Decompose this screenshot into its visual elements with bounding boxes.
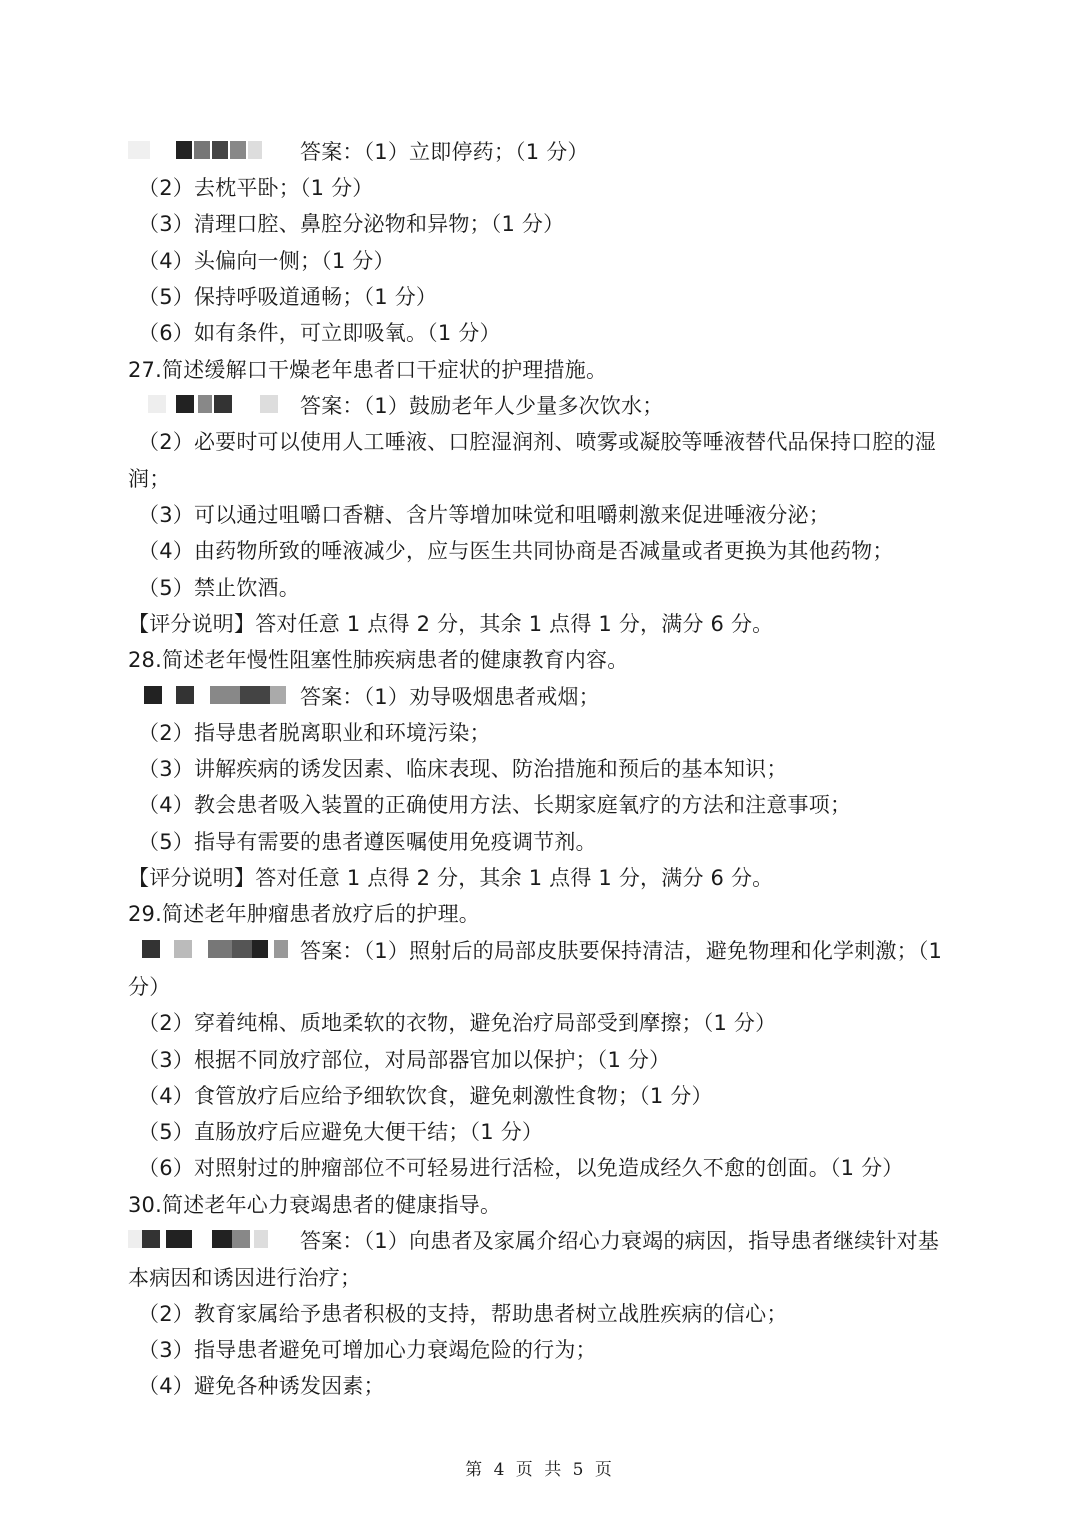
answer-line xyxy=(128,860,958,896)
answer-line-text: （3）指导患者避免可增加心力衰竭危险的行为； xyxy=(138,1338,597,1362)
answer-line xyxy=(138,1150,968,1186)
answer-line-text: 答案：（1）鼓励老年人少量多次饮水； xyxy=(300,394,664,418)
answer-line-text: 答案：（1）劝导吸烟患者戒烟； xyxy=(300,685,600,709)
answer-line xyxy=(138,1368,968,1404)
answer-line-text: （3）清理口腔、鼻腔分泌物和异物；（1 分） xyxy=(138,212,565,236)
answer-line-text: （2）穿着纯棉、质地柔软的衣物，避免治疗局部受到摩擦；（1 分） xyxy=(138,1011,777,1035)
answer-line-text: （2）指导患者脱离职业和环境污染； xyxy=(138,721,491,745)
redacted-mark xyxy=(128,391,300,417)
page-footer: 第 4 页 共 5 页 xyxy=(465,1460,615,1480)
answer-line xyxy=(128,388,958,424)
answer-line xyxy=(128,896,958,932)
answer-line xyxy=(128,1187,958,1223)
answer-line xyxy=(128,1260,958,1296)
answer-line xyxy=(138,715,968,751)
answer-line xyxy=(138,787,968,823)
answer-line-text: （4）教会患者吸入装置的正确使用方法、长期家庭氧疗的方法和注意事项； xyxy=(138,793,852,817)
answer-line-text: 30.简述老年心力衰竭患者的健康指导。 xyxy=(128,1193,502,1217)
redacted-mark xyxy=(128,137,300,163)
answer-line-text: 分） xyxy=(128,975,171,999)
answer-line xyxy=(138,1296,968,1332)
redacted-mark xyxy=(128,936,300,962)
answer-line xyxy=(138,1114,968,1150)
answer-line-text: 答案：（1）立即停药；（1 分） xyxy=(300,140,589,164)
answer-line xyxy=(128,933,958,969)
answer-line-text: （4）食管放疗后应给予细软饮食，避免刺激性食物；（1 分） xyxy=(138,1084,713,1108)
answer-line xyxy=(138,170,968,206)
answer-line-text: （3）可以通过咀嚼口香糖、含片等增加味觉和咀嚼刺激来促进唾液分泌； xyxy=(138,503,830,527)
answer-line-text: 【评分说明】答对任意 1 点得 2 分，其余 1 点得 1 分，满分 6 分。 xyxy=(128,866,774,890)
redacted-mark xyxy=(128,682,300,708)
answer-line xyxy=(138,1078,968,1114)
answer-line-text: 答案：（1）向患者及家属介绍心力衰竭的病因，指导患者继续针对基 xyxy=(300,1229,940,1253)
answer-line xyxy=(128,134,958,170)
answer-line-text: （2）必要时可以使用人工唾液、口腔湿润剂、喷雾或凝胶等唾液替代品保持口腔的湿 xyxy=(138,430,936,454)
answer-line xyxy=(128,1223,958,1259)
answer-line xyxy=(128,461,958,497)
answer-line xyxy=(138,497,968,533)
answer-line xyxy=(138,1005,968,1041)
answer-line xyxy=(128,352,958,388)
answer-line-text: （6）如有条件，可立即吸氧。（1 分） xyxy=(138,321,501,345)
answer-line-text: 【评分说明】答对任意 1 点得 2 分，其余 1 点得 1 分，满分 6 分。 xyxy=(128,612,774,636)
answer-line-text: （4）头偏向一侧；（1 分） xyxy=(138,249,395,273)
answer-line-text: 润； xyxy=(128,467,171,491)
answer-line xyxy=(138,570,968,606)
answer-line xyxy=(138,243,968,279)
answer-line-text: （4）避免各种诱发因素； xyxy=(138,1374,385,1398)
answer-line-text: （2）教育家属给予患者积极的支持，帮助患者树立战胜疾病的信心； xyxy=(138,1302,788,1326)
answer-line-text: 28.简述老年慢性阻塞性肺疾病患者的健康教育内容。 xyxy=(128,648,629,672)
answer-line-text: 27.简述缓解口干燥老年患者口干症状的护理措施。 xyxy=(128,358,608,382)
answer-line xyxy=(128,679,958,715)
answer-line xyxy=(138,824,968,860)
answer-line-text: 答案：（1）照射后的局部皮肤要保持清洁，避免物理和化学刺激；（1 xyxy=(300,939,943,963)
answer-line-text: （6）对照射过的肿瘤部位不可轻易进行活检，以免造成经久不愈的创面。（1 分） xyxy=(138,1156,904,1180)
answer-line xyxy=(138,424,968,460)
answer-line xyxy=(138,751,968,787)
answer-line xyxy=(138,1332,968,1368)
answer-line xyxy=(128,642,958,678)
answer-line xyxy=(138,279,968,315)
answer-line xyxy=(138,1042,968,1078)
answer-line-text: 本病因和诱因进行治疗； xyxy=(128,1266,362,1290)
answer-line xyxy=(128,606,958,642)
redacted-mark xyxy=(128,1226,300,1252)
answer-line-text: （3）根据不同放疗部位，对局部器官加以保护；（1 分） xyxy=(138,1048,671,1072)
answer-line xyxy=(138,206,968,242)
answer-line-text: （5）直肠放疗后应避免大便干结；（1 分） xyxy=(138,1120,544,1144)
answer-line-text: （5）保持呼吸道通畅；（1 分） xyxy=(138,285,438,309)
answer-line xyxy=(138,315,968,351)
answer-line-text: （3）讲解疾病的诱发因素、临床表现、防治措施和预后的基本知识； xyxy=(138,757,788,781)
answer-line xyxy=(138,533,968,569)
answer-line-text: （5）指导有需要的患者遵医嘱使用免疫调节剂。 xyxy=(138,830,597,854)
answer-line-text: 29.简述老年肿瘤患者放疗后的护理。 xyxy=(128,902,480,926)
answer-line xyxy=(128,969,958,1005)
answer-line-text: （4）由药物所致的唾液减少，应与医生共同协商是否减量或者更换为其他药物； xyxy=(138,539,894,563)
answer-line-text: （5）禁止饮酒。 xyxy=(138,576,300,600)
answer-line-text: （2）去枕平卧；（1 分） xyxy=(138,176,374,200)
